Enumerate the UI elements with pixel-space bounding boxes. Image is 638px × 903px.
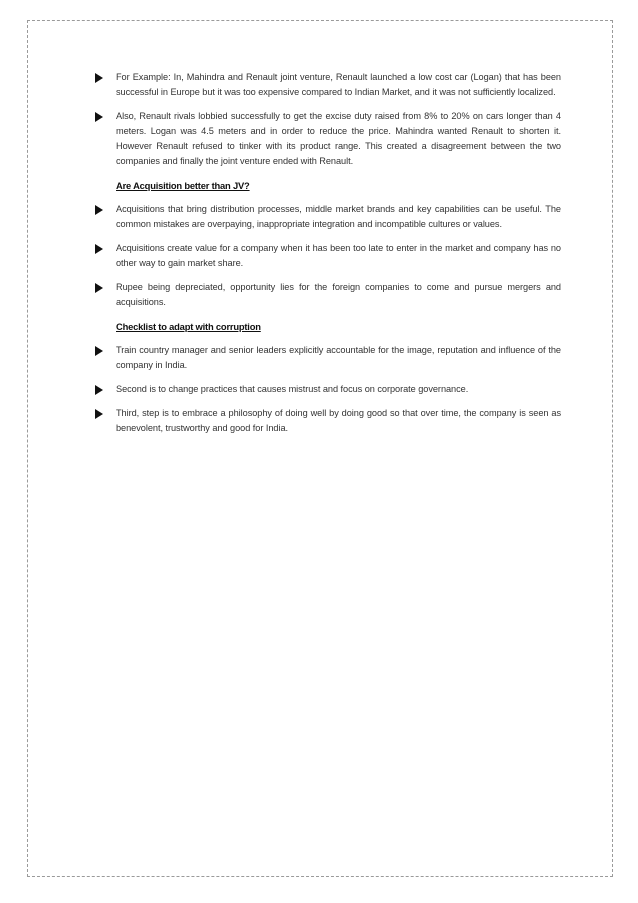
triangle-bullet-icon xyxy=(95,409,103,419)
triangle-bullet-icon xyxy=(95,112,103,122)
triangle-bullet-icon xyxy=(95,205,103,215)
bullet-text: Acquisitions create value for a company when it has been too late to enter in the market and company has no other way to gain market share. xyxy=(116,243,561,268)
bullet-item xyxy=(95,280,561,310)
triangle-bullet-icon xyxy=(95,385,103,395)
bullet-item xyxy=(95,406,561,436)
triangle-bullet-icon xyxy=(95,346,103,356)
bullet-text: Second is to change practices that causes mistrust and focus on corporate governance. xyxy=(116,384,469,394)
triangle-bullet-icon xyxy=(95,244,103,254)
section-heading: Checklist to adapt with corruption xyxy=(116,321,261,332)
document-body xyxy=(95,70,561,445)
bullet-text: Train country manager and senior leaders explicitly accountable for the image, reputation and influence of the company in India. xyxy=(116,345,561,370)
bullet-item xyxy=(95,382,561,397)
bullet-item xyxy=(95,109,561,169)
bullet-text: For Example: In, Mahindra and Renault joint venture, Renault launched a low cost car (Logan) that has been successful in Europe but it was too expensive compared to Indian Market, and it was not sufficiently localized. xyxy=(116,72,561,97)
bullet-item xyxy=(95,202,561,232)
bullet-text: Acquisitions that bring distribution processes, middle market brands and key capabilities can be useful. The common mistakes are overpaying, inappropriate integration and incompatible cultures or values. xyxy=(116,204,561,229)
triangle-bullet-icon xyxy=(95,283,103,293)
bullet-item xyxy=(95,70,561,100)
bullet-text: Rupee being depreciated, opportunity lies for the foreign companies to come and pursue mergers and acquisitions. xyxy=(116,282,561,307)
bullet-text: Also, Renault rivals lobbied successfully to get the excise duty raised from 8% to 20% on cars longer than 4 meters. Logan was 4.5 meters and in order to reduce the price. Mahindra wanted Renault to shorten it. However Renault refused to tinker with its product range. This created a disagreement between the two companies and finally the joint venture ended with Renault. xyxy=(116,111,561,166)
bullet-text: Third, step is to embrace a philosophy of doing well by doing good so that over time, the company is seen as benevolent, trustworthy and good for India. xyxy=(116,408,561,433)
section-heading: Are Acquisition better than JV? xyxy=(116,180,250,191)
bullet-item xyxy=(95,343,561,373)
triangle-bullet-icon xyxy=(95,73,103,83)
bullet-item xyxy=(95,241,561,271)
